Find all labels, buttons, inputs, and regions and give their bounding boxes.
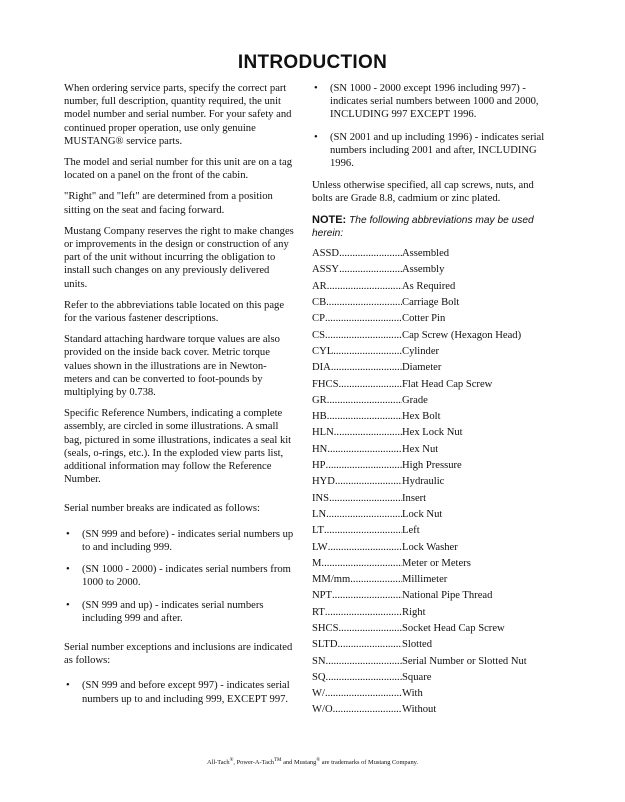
ordering-paragraph: When ordering service parts, specify the correct part number, full description, quantity required, the unit model number and serial number. For your safety and continued proper operation, use only genuine MUSTANG® service parts. bbox=[64, 83, 292, 147]
dot-leader bbox=[333, 703, 402, 716]
abbreviation-row bbox=[312, 311, 552, 327]
abbreviation-term-cell bbox=[312, 263, 402, 276]
reference-numbers-paragraph: Specific Reference Numbers, indicating a complete assembly, are circled in some illustrations. A small bag, pictured in some illustrations, indicates a seal kit (seals, o-rings, etc.). In the exploded view parts list, additional information may follow the Reference Number. bbox=[64, 408, 292, 486]
abbreviation-meaning: Carriage Bolt bbox=[402, 297, 460, 309]
left-column bbox=[64, 82, 294, 715]
abbreviation-row bbox=[312, 327, 552, 343]
abbreviation-key: ASSY bbox=[312, 264, 340, 276]
abbreviation-meaning: Meter or Meters bbox=[402, 557, 471, 569]
abbreviations-list bbox=[312, 246, 552, 719]
abbreviation-term-cell bbox=[312, 345, 402, 358]
note-text: The following abbreviations may be used herein: bbox=[312, 214, 534, 239]
abbreviation-meaning: Millimeter bbox=[402, 574, 448, 586]
abbreviation-meaning: Cap Screw (Hexagon Head) bbox=[402, 329, 522, 341]
abbreviation-row bbox=[312, 457, 552, 473]
bullet: • bbox=[66, 599, 70, 611]
abbreviation-row bbox=[312, 376, 552, 392]
dot-leader bbox=[328, 541, 402, 554]
abbreviation-key: HLN bbox=[312, 427, 334, 439]
abbreviation-meaning: National Pipe Thread bbox=[402, 590, 493, 602]
abbreviation-meaning: Lock Washer bbox=[402, 541, 458, 553]
abbreviation-term-cell bbox=[312, 394, 402, 407]
page-title: INTRODUCTION bbox=[237, 52, 388, 73]
abbreviation-key: SQ bbox=[312, 671, 326, 683]
dot-leader bbox=[325, 312, 402, 325]
abbreviation-term-cell bbox=[312, 475, 402, 488]
abbreviation-meaning: Diameter bbox=[402, 362, 442, 374]
abbreviation-row bbox=[312, 539, 552, 555]
dot-leader bbox=[333, 345, 402, 358]
abbreviation-key: INS bbox=[312, 492, 330, 504]
list-item: • (SN 999 and up) - indicates serial numbers including 999 and after. bbox=[66, 599, 264, 624]
dot-leader bbox=[329, 492, 402, 505]
abbreviation-row bbox=[312, 360, 552, 376]
abbreviation-meaning: With bbox=[402, 688, 423, 700]
abbreviation-meaning: High Pressure bbox=[402, 460, 462, 472]
abbreviation-key: W/O bbox=[312, 704, 333, 716]
abbreviation-meaning: Hex Lock Nut bbox=[402, 427, 463, 439]
abbreviation-row bbox=[312, 572, 552, 588]
abbreviation-meaning: Square bbox=[402, 671, 432, 683]
abbreviation-row bbox=[312, 686, 552, 702]
abbreviation-meaning: Insert bbox=[402, 492, 427, 504]
abbreviation-term-cell bbox=[312, 573, 402, 586]
abbreviation-term-cell bbox=[312, 247, 402, 260]
dot-leader bbox=[338, 638, 402, 651]
abbreviation-key: SHCS bbox=[312, 623, 339, 634]
abbreviation-row bbox=[312, 669, 552, 685]
abbreviation-row bbox=[312, 653, 552, 669]
exceptions-intro: Serial number exceptions and inclusions are indicated as follows: bbox=[64, 641, 293, 667]
dot-leader bbox=[327, 410, 402, 423]
abbreviation-meaning: Lock Nut bbox=[402, 508, 443, 520]
dot-leader bbox=[326, 459, 402, 472]
abbreviation-meaning: Cotter Pin bbox=[402, 313, 446, 325]
trademark-footer: All-Tach®, Power-A-Tach™ and Mustang® are trademarks of Mustang Company. bbox=[206, 758, 419, 767]
bullet: • bbox=[66, 528, 70, 540]
list-item: • (SN 1000 - 2000) - indicates serial numbers from 1000 to 2000. bbox=[66, 564, 291, 589]
dot-leader bbox=[335, 475, 402, 488]
dot-leader bbox=[326, 671, 402, 684]
abbreviation-meaning: Socket Head Cap Screw bbox=[402, 623, 505, 634]
abbreviation-term-cell bbox=[312, 492, 402, 505]
dot-leader bbox=[334, 426, 402, 439]
abbreviation-term-cell bbox=[312, 296, 402, 309]
abbreviation-row bbox=[312, 278, 552, 294]
abbreviation-term-cell bbox=[312, 606, 402, 619]
abbreviation-key: GR bbox=[312, 394, 327, 406]
serial-location-paragraph: The model and serial number for this unit are on a tag located on a panel on the front of the cabin. bbox=[64, 157, 292, 182]
abbreviation-row bbox=[312, 474, 552, 490]
abbreviation-key: HN bbox=[312, 443, 328, 455]
abbreviation-key: RT bbox=[312, 606, 325, 618]
bullet: • bbox=[66, 680, 70, 692]
abbreviation-key: ASSD bbox=[312, 248, 340, 260]
torque-paragraph: Standard attaching hardware torque values are also provided on the inside back cover. Metric torque values shown in the illustrations are in Newton-meters and can be converted to foot-pounds by multiplying by 0.738. bbox=[64, 334, 280, 399]
dot-leader bbox=[324, 524, 402, 537]
list-item: • (SN 2001 and up including 1996) - indicates serial numbers including 2001 and after, INCLUDING 1996. bbox=[314, 131, 545, 170]
abbreviation-row bbox=[312, 588, 552, 604]
abbreviation-term-cell bbox=[312, 378, 402, 391]
abbreviation-meaning: Serial Number or Slotted Nut bbox=[402, 655, 527, 667]
abbreviation-key: M bbox=[312, 557, 322, 569]
abbreviation-term-cell bbox=[312, 280, 402, 293]
abbreviation-row bbox=[312, 702, 552, 718]
note-label: NOTE: bbox=[312, 213, 347, 226]
list-item: • (SN 999 and before) - indicates serial numbers up to and including 999. bbox=[66, 528, 294, 553]
bullet: • bbox=[314, 131, 318, 143]
note bbox=[312, 214, 552, 240]
abbreviation-key: SN bbox=[312, 655, 326, 667]
serial-breaks-intro: Serial number breaks are indicated as follows: bbox=[64, 503, 260, 515]
abbreviation-row bbox=[312, 637, 552, 653]
abbreviation-row bbox=[312, 246, 552, 262]
abbreviation-term-cell bbox=[312, 443, 402, 456]
bullet: • bbox=[314, 83, 318, 94]
abbreviation-meaning: Left bbox=[402, 525, 420, 537]
abbreviation-term-cell bbox=[312, 541, 402, 554]
dot-leader bbox=[325, 329, 402, 342]
unless-paragraph: Unless otherwise specified, all cap screws, nuts, and bolts are Grade 8.8, cadmium or zinc plated. bbox=[312, 180, 534, 205]
dot-leader bbox=[339, 247, 402, 260]
abbreviation-key: LT bbox=[312, 525, 324, 537]
abbreviation-term-cell bbox=[312, 426, 402, 439]
abbreviation-key: LN bbox=[312, 508, 327, 520]
abbreviation-term-cell bbox=[312, 638, 402, 651]
abbreviation-key: HB bbox=[312, 411, 327, 423]
abbreviation-term-cell bbox=[312, 589, 402, 602]
dot-leader bbox=[326, 508, 402, 521]
abbreviation-row bbox=[312, 409, 552, 425]
abbreviation-term-cell bbox=[312, 524, 402, 537]
list-item: • (SN 999 and before except 997) - indicates serial numbers up to and including 999, EXCEPT 997. bbox=[66, 680, 290, 705]
dot-leader bbox=[339, 263, 402, 276]
dot-leader bbox=[327, 280, 402, 293]
abbreviation-key: HP bbox=[312, 460, 326, 472]
abbreviation-row bbox=[312, 343, 552, 359]
abbreviation-term-cell bbox=[312, 557, 402, 570]
abbreviation-term-cell bbox=[312, 655, 402, 668]
abbreviation-key: CP bbox=[312, 313, 325, 325]
dot-leader bbox=[325, 687, 402, 700]
abbreviation-key: CS bbox=[312, 329, 325, 341]
abbreviation-term-cell bbox=[312, 671, 402, 684]
abbreviation-key: NPT bbox=[312, 590, 333, 602]
abbreviation-row bbox=[312, 392, 552, 408]
abbreviation-term-cell bbox=[312, 703, 402, 716]
abbreviation-meaning: Right bbox=[402, 606, 426, 618]
abbreviation-row bbox=[312, 506, 552, 522]
abbreviation-term-cell bbox=[312, 622, 402, 635]
dot-leader bbox=[339, 622, 403, 635]
abbreviation-row bbox=[312, 604, 552, 620]
abbreviation-meaning: Flat Head Cap Screw bbox=[402, 378, 493, 390]
abbreviation-term-cell bbox=[312, 361, 402, 374]
abbreviation-meaning: Hydraulic bbox=[402, 476, 445, 488]
dot-leader bbox=[326, 296, 402, 309]
abbreviation-term-cell bbox=[312, 329, 402, 342]
abbreviation-meaning: Assembly bbox=[402, 264, 445, 276]
right-left-paragraph: "Right" and "left" are determined from a position sitting on the seat and facing forward. bbox=[64, 191, 273, 216]
abbreviation-key: SLTD bbox=[312, 639, 338, 651]
dot-leader bbox=[321, 557, 402, 570]
abbreviation-term-cell bbox=[312, 312, 402, 325]
abbreviation-key: MM/mm bbox=[312, 574, 351, 586]
abbreviation-row bbox=[312, 620, 552, 636]
abbreviation-meaning: Slotted bbox=[402, 639, 433, 651]
abbreviation-meaning: Cylinder bbox=[402, 345, 440, 357]
dot-leader bbox=[339, 378, 403, 391]
abbreviation-row bbox=[312, 262, 552, 278]
changes-paragraph: Mustang Company reserves the right to make changes or improvements in the design or construction of any part of the unit without incurring the obligation to install such changes on any previously delivered units. bbox=[64, 225, 294, 290]
abbreviation-term-cell bbox=[312, 508, 402, 521]
abbreviation-term-cell bbox=[312, 410, 402, 423]
list-item: • (SN 1000 - 2000 except 1996 including 997) - indicates serial numbers between 1000 and 2000, INCLUDING 997 EXCEPT 1996. bbox=[314, 83, 539, 121]
dot-leader bbox=[327, 394, 402, 407]
abbreviation-row bbox=[312, 490, 552, 506]
abbreviation-term-cell bbox=[312, 459, 402, 472]
abbreviation-meaning: As Required bbox=[402, 280, 456, 292]
abbreviation-reference-paragraph: Refer to the abbreviations table located on this page for the various fastener descriptions. bbox=[64, 299, 285, 325]
abbreviation-key: W/ bbox=[312, 688, 325, 700]
abbreviation-row bbox=[312, 441, 552, 457]
bullet: • bbox=[66, 564, 70, 576]
abbreviation-meaning: Hex Bolt bbox=[402, 411, 441, 423]
dot-leader bbox=[327, 443, 402, 456]
right-column bbox=[312, 82, 552, 718]
dot-leader bbox=[350, 573, 402, 586]
abbreviation-key: DIA bbox=[312, 362, 331, 374]
abbreviation-meaning: Assembled bbox=[402, 248, 450, 260]
dot-leader bbox=[331, 361, 402, 374]
abbreviation-key: FHCS bbox=[312, 378, 339, 390]
abbreviation-meaning: Hex Nut bbox=[402, 443, 439, 455]
abbreviation-key: AR bbox=[312, 280, 327, 292]
serial-breaks-list bbox=[64, 528, 294, 625]
dot-leader bbox=[332, 589, 402, 602]
dot-leader bbox=[326, 655, 402, 668]
abbreviation-row bbox=[312, 295, 552, 311]
abbreviation-key: LW bbox=[312, 541, 328, 553]
abbreviation-key: CB bbox=[312, 297, 327, 309]
dot-leader bbox=[325, 606, 402, 619]
abbreviation-term-cell bbox=[312, 687, 402, 700]
abbreviation-row bbox=[312, 523, 552, 539]
abbreviation-key: CYL bbox=[312, 345, 334, 357]
abbreviation-key: HYD bbox=[312, 476, 335, 488]
abbreviation-meaning: Without bbox=[402, 704, 437, 716]
abbreviation-row bbox=[312, 555, 552, 571]
abbreviation-row bbox=[312, 425, 552, 441]
abbreviation-meaning: Grade bbox=[402, 394, 428, 406]
